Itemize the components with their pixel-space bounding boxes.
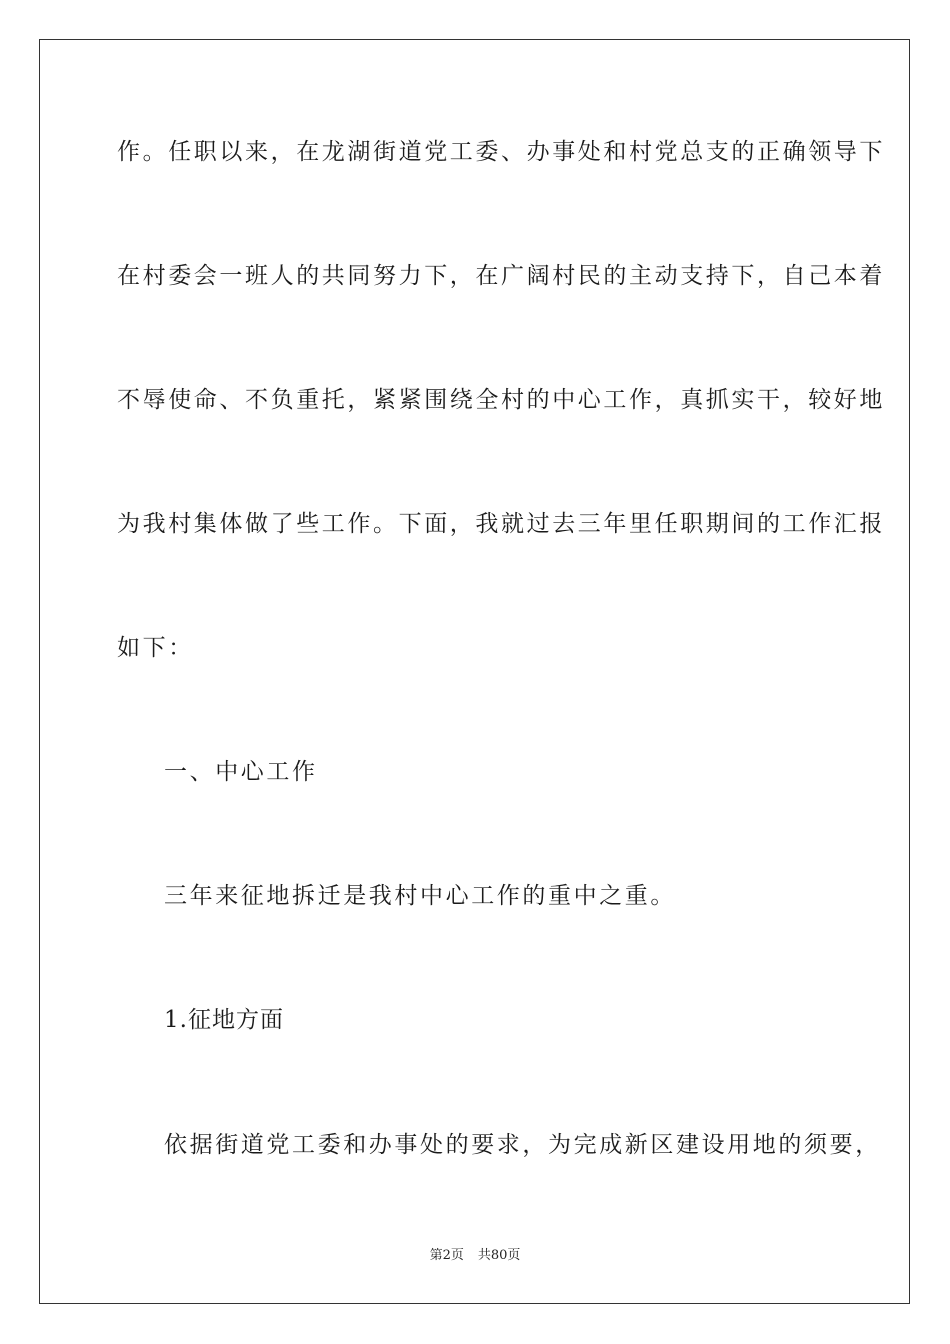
- body-text-line-2: 在村委会一班人的共同努力下，在广阔村民的主动支持下，自己本着: [117, 263, 885, 289]
- section-intro-text: 三年来征地拆迁是我村中心工作的重中之重。: [164, 883, 676, 909]
- subsection-heading: 1.征地方面: [164, 1007, 284, 1033]
- subsection-text: 依据街道党工委和办事处的要求，为完成新区建设用地的须要，: [164, 1132, 881, 1158]
- body-text-line-3: 不辱使命、不负重托，紧紧围绕全村的中心工作，真抓实干，较好地: [117, 387, 885, 413]
- page-border: [39, 39, 910, 1304]
- page-number-current: 第2页: [429, 1248, 464, 1263]
- body-text-line-4: 为我村集体做了些工作。下面，我就过去三年里任职期间的工作汇报: [117, 511, 885, 537]
- page-number-total: 共80页: [477, 1248, 521, 1263]
- page-footer: [0, 1247, 950, 1265]
- body-text-line-5: 如下：: [117, 635, 194, 661]
- section-heading: 一、中心工作: [164, 759, 318, 785]
- body-text-line-1: 作。任职以来，在龙湖街道党工委、办事处和村党总支的正确领导下: [117, 139, 885, 165]
